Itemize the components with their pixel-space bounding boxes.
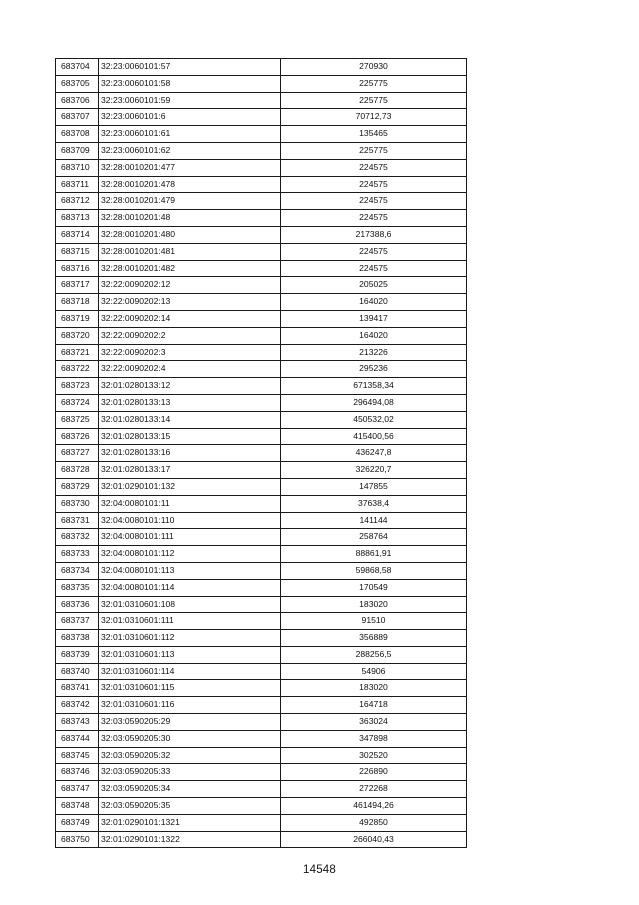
cadastral-number-cell: 32:22:0090202:13 <box>99 294 281 311</box>
table-row <box>56 75 467 92</box>
row-id-cell: 683731 <box>56 512 99 529</box>
value-cell: 224575 <box>281 243 467 260</box>
row-id-cell: 683750 <box>56 831 99 848</box>
row-id-cell: 683719 <box>56 310 99 327</box>
row-id-cell: 683740 <box>56 663 99 680</box>
table-row <box>56 428 467 445</box>
cadastral-number-cell: 32:23:0060101:6 <box>99 109 281 126</box>
cadastral-number-cell: 32:23:0060101:59 <box>99 92 281 109</box>
value-cell: 217388,6 <box>281 226 467 243</box>
table-row <box>56 361 467 378</box>
value-cell: 450532,02 <box>281 411 467 428</box>
cadastral-number-cell: 32:01:0310601:113 <box>99 646 281 663</box>
value-cell: 70712,73 <box>281 109 467 126</box>
table-row <box>56 243 467 260</box>
row-id-cell: 683715 <box>56 243 99 260</box>
cadastral-number-cell: 32:01:0290101:132 <box>99 478 281 495</box>
cadastral-number-cell: 32:01:0280133:16 <box>99 445 281 462</box>
value-cell: 224575 <box>281 193 467 210</box>
value-cell: 296494,08 <box>281 394 467 411</box>
row-id-cell: 683749 <box>56 814 99 831</box>
table-row <box>56 277 467 294</box>
cadastral-number-cell: 32:04:0080101:111 <box>99 529 281 546</box>
cadastral-number-cell: 32:28:0010201:481 <box>99 243 281 260</box>
row-id-cell: 683736 <box>56 596 99 613</box>
table-row <box>56 646 467 663</box>
row-id-cell: 683728 <box>56 462 99 479</box>
cadastral-number-cell: 32:01:0280133:13 <box>99 394 281 411</box>
value-cell: 436247,8 <box>281 445 467 462</box>
cadastral-number-cell: 32:28:0010201:477 <box>99 159 281 176</box>
row-id-cell: 683723 <box>56 378 99 395</box>
row-id-cell: 683746 <box>56 764 99 781</box>
table-row <box>56 714 467 731</box>
table-row <box>56 478 467 495</box>
table-row <box>56 495 467 512</box>
cadastral-number-cell: 32:01:0280133:12 <box>99 378 281 395</box>
row-id-cell: 683721 <box>56 344 99 361</box>
row-id-cell: 683724 <box>56 394 99 411</box>
row-id-cell: 683742 <box>56 697 99 714</box>
table-row <box>56 630 467 647</box>
value-cell: 59868,58 <box>281 562 467 579</box>
value-cell: 225775 <box>281 75 467 92</box>
row-id-cell: 683704 <box>56 59 99 76</box>
cadastral-number-cell: 32:04:0080101:112 <box>99 546 281 563</box>
cadastral-number-cell: 32:22:0090202:2 <box>99 327 281 344</box>
row-id-cell: 683726 <box>56 428 99 445</box>
value-cell: 164718 <box>281 697 467 714</box>
table-row <box>56 294 467 311</box>
row-id-cell: 683711 <box>56 176 99 193</box>
table-row <box>56 512 467 529</box>
table-row <box>56 562 467 579</box>
cadastral-number-cell: 32:22:0090202:3 <box>99 344 281 361</box>
value-cell: 141144 <box>281 512 467 529</box>
table-row <box>56 697 467 714</box>
value-cell: 54906 <box>281 663 467 680</box>
table-row <box>56 210 467 227</box>
table-row <box>56 613 467 630</box>
value-cell: 492850 <box>281 814 467 831</box>
value-cell: 225775 <box>281 92 467 109</box>
row-id-cell: 683716 <box>56 260 99 277</box>
row-id-cell: 683720 <box>56 327 99 344</box>
page-number: 14548 <box>303 864 336 876</box>
value-cell: 91510 <box>281 613 467 630</box>
table-row <box>56 126 467 143</box>
row-id-cell: 683717 <box>56 277 99 294</box>
value-cell: 224575 <box>281 159 467 176</box>
table-row <box>56 730 467 747</box>
row-id-cell: 683713 <box>56 210 99 227</box>
row-id-cell: 683733 <box>56 546 99 563</box>
table-row <box>56 92 467 109</box>
cadastral-number-cell: 32:22:0090202:4 <box>99 361 281 378</box>
table-row <box>56 596 467 613</box>
value-cell: 88861,91 <box>281 546 467 563</box>
value-cell: 225775 <box>281 142 467 159</box>
row-id-cell: 683722 <box>56 361 99 378</box>
value-cell: 183020 <box>281 680 467 697</box>
value-cell: 302520 <box>281 747 467 764</box>
row-id-cell: 683707 <box>56 109 99 126</box>
cadastral-number-cell: 32:01:0280133:17 <box>99 462 281 479</box>
cadastral-number-cell: 32:01:0310601:108 <box>99 596 281 613</box>
table-row <box>56 159 467 176</box>
cadastral-number-cell: 32:28:0010201:480 <box>99 226 281 243</box>
table-row <box>56 226 467 243</box>
value-cell: 147855 <box>281 478 467 495</box>
table-row <box>56 59 467 76</box>
value-cell: 226890 <box>281 764 467 781</box>
cadastral-number-cell: 32:28:0010201:478 <box>99 176 281 193</box>
cadastral-number-cell: 32:01:0280133:15 <box>99 428 281 445</box>
row-id-cell: 683745 <box>56 747 99 764</box>
cadastral-number-cell: 32:23:0060101:58 <box>99 75 281 92</box>
value-cell: 164020 <box>281 294 467 311</box>
value-cell: 170549 <box>281 579 467 596</box>
row-id-cell: 683734 <box>56 562 99 579</box>
row-id-cell: 683743 <box>56 714 99 731</box>
row-id-cell: 683706 <box>56 92 99 109</box>
row-id-cell: 683714 <box>56 226 99 243</box>
cadastral-number-cell: 32:01:0290101:1321 <box>99 814 281 831</box>
value-cell: 295236 <box>281 361 467 378</box>
cadastral-number-cell: 32:04:0080101:11 <box>99 495 281 512</box>
value-cell: 135465 <box>281 126 467 143</box>
cadastral-value-table <box>55 58 467 848</box>
cadastral-number-cell: 32:23:0060101:61 <box>99 126 281 143</box>
table-row <box>56 327 467 344</box>
value-cell: 37638,4 <box>281 495 467 512</box>
row-id-cell: 683741 <box>56 680 99 697</box>
cadastral-number-cell: 32:22:0090202:14 <box>99 310 281 327</box>
table-row <box>56 310 467 327</box>
table-row <box>56 411 467 428</box>
cadastral-number-cell: 32:01:0310601:115 <box>99 680 281 697</box>
table-row <box>56 176 467 193</box>
cadastral-number-cell: 32:03:0590205:33 <box>99 764 281 781</box>
value-cell: 671358,34 <box>281 378 467 395</box>
cadastral-number-cell: 32:03:0590205:35 <box>99 798 281 815</box>
table-row <box>56 529 467 546</box>
value-cell: 164020 <box>281 327 467 344</box>
cadastral-number-cell: 32:01:0310601:112 <box>99 630 281 647</box>
table-row <box>56 680 467 697</box>
row-id-cell: 683730 <box>56 495 99 512</box>
value-cell: 183020 <box>281 596 467 613</box>
table-row <box>56 378 467 395</box>
value-cell: 363024 <box>281 714 467 731</box>
cadastral-number-cell: 32:04:0080101:110 <box>99 512 281 529</box>
cadastral-number-cell: 32:03:0590205:34 <box>99 781 281 798</box>
cadastral-number-cell: 32:04:0080101:113 <box>99 562 281 579</box>
cadastral-number-cell: 32:28:0010201:479 <box>99 193 281 210</box>
value-cell: 224575 <box>281 176 467 193</box>
value-cell: 270930 <box>281 59 467 76</box>
row-id-cell: 683705 <box>56 75 99 92</box>
table-row <box>56 764 467 781</box>
cadastral-number-cell: 32:22:0090202:12 <box>99 277 281 294</box>
row-id-cell: 683718 <box>56 294 99 311</box>
table-row <box>56 579 467 596</box>
value-cell: 461494,26 <box>281 798 467 815</box>
value-cell: 213226 <box>281 344 467 361</box>
cadastral-number-cell: 32:01:0310601:114 <box>99 663 281 680</box>
table-row <box>56 193 467 210</box>
table-row <box>56 781 467 798</box>
cadastral-number-cell: 32:03:0590205:30 <box>99 730 281 747</box>
value-cell: 205025 <box>281 277 467 294</box>
table-row <box>56 663 467 680</box>
row-id-cell: 683710 <box>56 159 99 176</box>
table-row <box>56 546 467 563</box>
row-id-cell: 683709 <box>56 142 99 159</box>
cadastral-number-cell: 32:03:0590205:32 <box>99 747 281 764</box>
cadastral-number-cell: 32:23:0060101:62 <box>99 142 281 159</box>
value-cell: 224575 <box>281 260 467 277</box>
table-row <box>56 344 467 361</box>
value-cell: 356889 <box>281 630 467 647</box>
value-cell: 326220,7 <box>281 462 467 479</box>
row-id-cell: 683708 <box>56 126 99 143</box>
table-row <box>56 260 467 277</box>
table-row <box>56 394 467 411</box>
table-row <box>56 814 467 831</box>
row-id-cell: 683725 <box>56 411 99 428</box>
cadastral-number-cell: 32:01:0310601:116 <box>99 697 281 714</box>
value-cell: 415400,56 <box>281 428 467 445</box>
value-cell: 347898 <box>281 730 467 747</box>
table-row <box>56 109 467 126</box>
value-cell: 139417 <box>281 310 467 327</box>
value-cell: 224575 <box>281 210 467 227</box>
row-id-cell: 683738 <box>56 630 99 647</box>
row-id-cell: 683727 <box>56 445 99 462</box>
table-row <box>56 798 467 815</box>
cadastral-number-cell: 32:01:0290101:1322 <box>99 831 281 848</box>
row-id-cell: 683739 <box>56 646 99 663</box>
row-id-cell: 683735 <box>56 579 99 596</box>
cadastral-number-cell: 32:03:0590205:29 <box>99 714 281 731</box>
cadastral-number-cell: 32:28:0010201:482 <box>99 260 281 277</box>
row-id-cell: 683729 <box>56 478 99 495</box>
cadastral-number-cell: 32:23:0060101:57 <box>99 59 281 76</box>
cadastral-number-cell: 32:04:0080101:114 <box>99 579 281 596</box>
row-id-cell: 683712 <box>56 193 99 210</box>
table-row <box>56 142 467 159</box>
table-row <box>56 462 467 479</box>
row-id-cell: 683737 <box>56 613 99 630</box>
table-body <box>56 59 467 848</box>
value-cell: 288256,5 <box>281 646 467 663</box>
cadastral-number-cell: 32:01:0310601:111 <box>99 613 281 630</box>
value-cell: 258764 <box>281 529 467 546</box>
value-cell: 266040,43 <box>281 831 467 848</box>
table-row <box>56 747 467 764</box>
cadastral-number-cell: 32:01:0280133:14 <box>99 411 281 428</box>
table-row <box>56 831 467 848</box>
row-id-cell: 683748 <box>56 798 99 815</box>
cadastral-number-cell: 32:28:0010201:48 <box>99 210 281 227</box>
row-id-cell: 683744 <box>56 730 99 747</box>
row-id-cell: 683747 <box>56 781 99 798</box>
row-id-cell: 683732 <box>56 529 99 546</box>
table-row <box>56 445 467 462</box>
value-cell: 272268 <box>281 781 467 798</box>
